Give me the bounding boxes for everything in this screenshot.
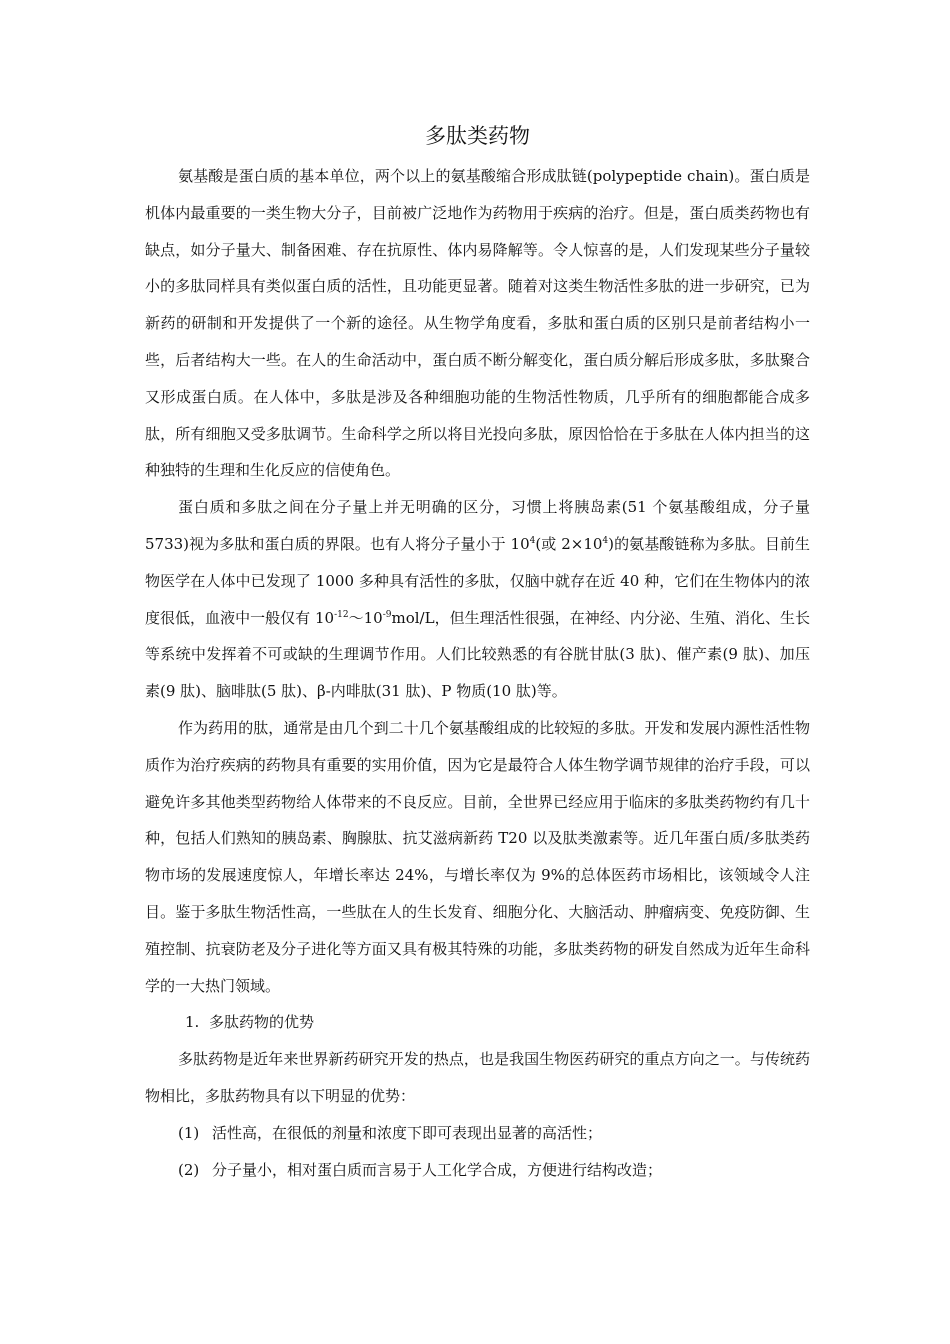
section-number: 1. [185,1013,200,1032]
list-item-text: 活性高，在很低的剂量和浓度下即可表现出显著的高活性； [212,1123,603,1142]
text-run: (或 2×10 [535,534,603,553]
section-heading [145,1004,810,1041]
paragraph-intro: 氨基酸是蛋白质的基本单位，两个以上的氨基酸缩合形成肽链(polypeptide chain)。蛋白质是机体内最重要的一类生物大分子，目前被广泛地作为药物用于疾病的治疗。但是，蛋白质类药物也有缺点，如分子量大、制备困难、存在抗原性、体内易降解等。令人惊喜的是，人们发现某些分子量较小的多肽同样具有类似蛋白质的活性，且功能更显著。随着对这类生物活性多肽的进一步研究，已为新药的研制和开发提供了一个新的途径。从生物学角度看，多肽和蛋白质的区别只是前者结构小一些，后者结构大一些。在人的生命活动中，蛋白质不断分解变化，蛋白质分解后形成多肽，多肽聚合又形成蛋白质。在人体中，多肽是涉及各种细胞功能的生物活性物质，几乎所有的细胞都能合成多肽，所有细胞又受多肽调节。生命科学之所以将目光投向多肽，原因恰恰在于多肽在人体内担当的这种独特的生理和生化反应的信使角色。 [145,167,810,480]
superscript: 4 [602,535,609,546]
list-item [145,1152,810,1189]
document-body [145,118,810,1188]
list-item-text: 分子量小，相对蛋白质而言易于人工化学合成，方便进行结构改造； [212,1160,663,1179]
list-item-number: (1) [178,1123,200,1142]
section-title: 多肽药物的优势 [209,1013,315,1032]
list-item [145,1115,810,1152]
superscript: -12 [334,609,349,620]
text-run: mol/L，但生理活性很强，在神经、内分泌、生殖、消化、生长等系统中发挥着不可或缺的生理调节作用。人们比较熟悉的有谷胱甘肽(3 肽)、催产素(9 肽)、加压素(9 肽)、脑啡肽(5 肽)、β-内啡肽(31 肽)、P 物质(10 肽)等。 [145,608,810,701]
text-run: 蛋白质和多肽之间在分子量上并无明确的区分，习惯上将胰岛素(51 个氨基酸组成，分子量 5733)视为多肽和蛋白质的界限。也有人将分子量小于 10 [145,498,810,553]
paragraph-advantages-intro: 多肽药物是近年来世界新药研究开发的热点，也是我国生物医药研究的重点方向之一。与传统药物相比，多肽药物具有以下明显的优势： [145,1050,810,1105]
superscript: -9 [382,609,392,620]
paragraph-protein-peptide-boundary [145,489,810,710]
list-item-number: (2) [178,1160,200,1179]
document-title: 多肽类药物 [425,124,530,148]
text-run: ～10 [348,608,383,627]
superscript: 4 [529,535,536,546]
paragraph-peptide-drugs: 作为药用的肽，通常是由几个到二十几个氨基酸组成的比较短的多肽。开发和发展内源性活性物质作为治疗疾病的药物具有重要的实用价值，因为它是最符合人体生物学调节规律的治疗手段，可以避免许多其他类型药物给人体带来的不良反应。目前，全世界已经应用于临床的多肽类药物约有几十种，包括人们熟知的胰岛素、胸腺肽、抗艾滋病新药 T20 以及肽类激素等。近几年蛋白质/多肽类药物市场的发展速度惊人，年增长率达 24%，与增长率仅为 9%的总体医药市场相比，该领域令人注目。鉴于多肽生物活性高，一些肽在人的生长发育、细胞分化、大脑活动、肿瘤病变、免疫防御、生殖控制、抗衰防老及分子进化等方面又具有极其特殊的功能，多肽类药物的研发自然成为近年生命科学的一大热门领域。 [145,718,810,995]
text-run: )的氨基酸链称为多肽。目前生物医学在人体中已发现了 1000 多种具有活性的多肽，仅脑中就存在近 40 种，它们在生物体内的浓度很低，血液中一般仅有 10 [145,534,810,627]
